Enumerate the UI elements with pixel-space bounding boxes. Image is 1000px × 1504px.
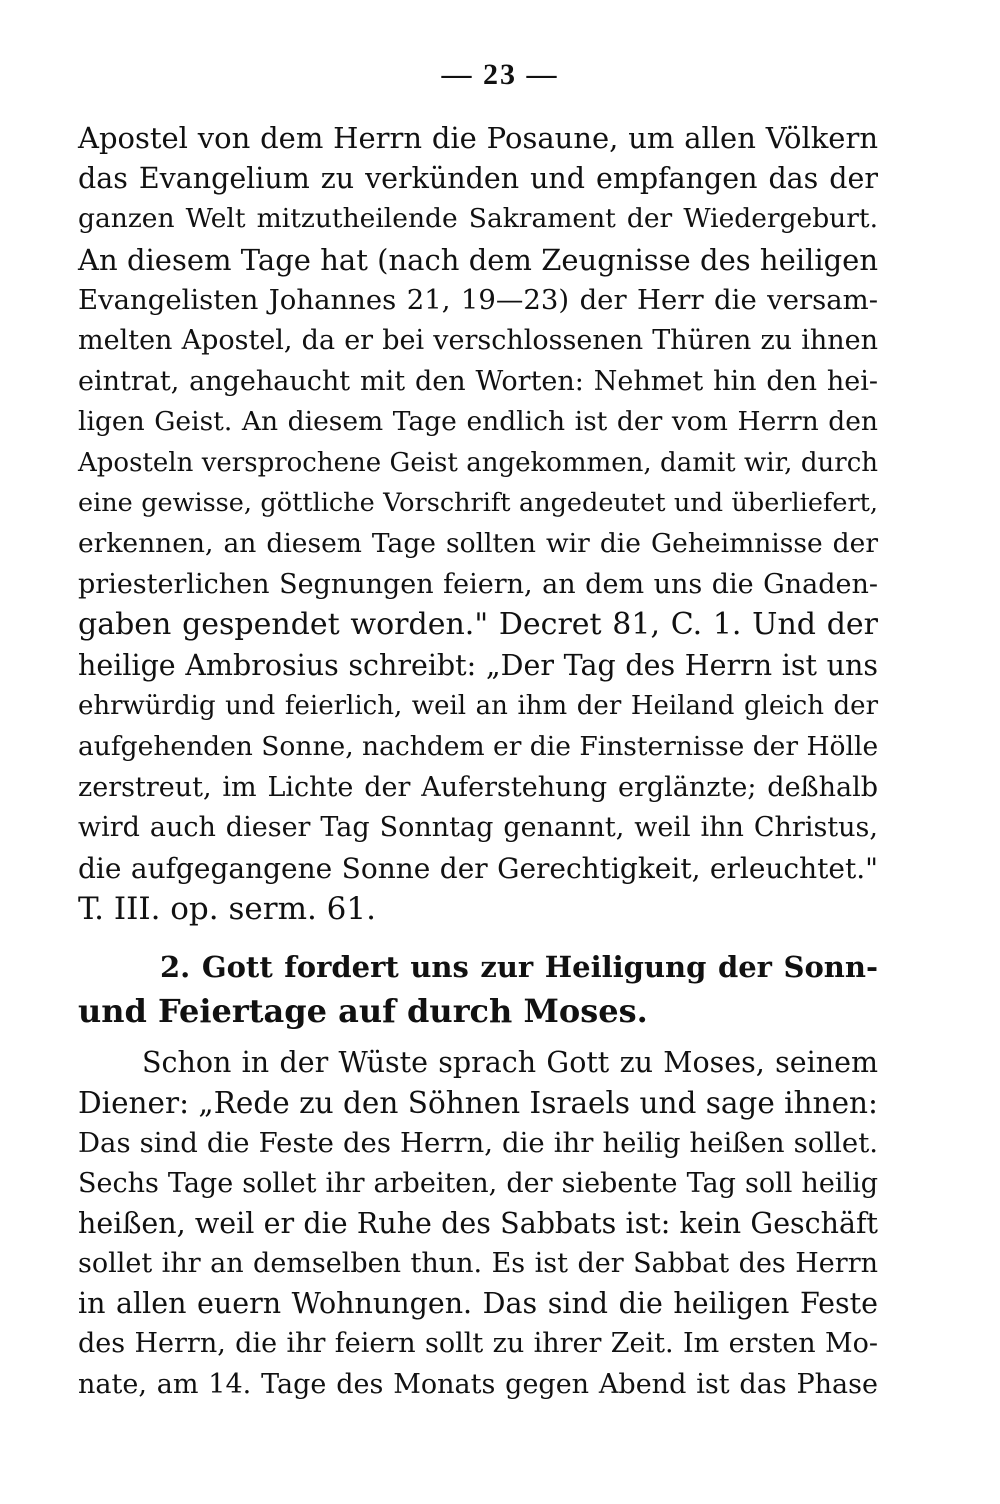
text-line: eintrat, angehaucht mit den Worten: Nehmet hin den hei- (78, 365, 878, 397)
text-line: sollet ihr an demselben thun. Es ist der Sabbat des Herrn (78, 1247, 878, 1279)
text-line: An diesem Tage hat (nach dem Zeugnisse des heiligen (78, 242, 878, 277)
heading-line: und Feiertage auf durch Moses. (78, 992, 648, 1030)
text-line: Evangelisten Johannes 21, 19—23) der Herr die versam- (78, 284, 878, 317)
heading-line: 2. Gott fordert uns zur Heiligung der Sonn- (160, 950, 878, 984)
page-number: — 23 — (441, 58, 559, 91)
text-line: ganzen Welt mitzutheilende Sakrament der Wiedergeburt. (78, 203, 878, 235)
text-line: erkennen, an diesem Tage sollten wir die Geheimnisse der (78, 527, 878, 559)
text-line: Diener: „Rede zu den Söhnen Israels und sage ihnen: (78, 1086, 878, 1121)
text-line: Sechs Tage sollet ihr arbeiten, der siebente Tag soll heilig (78, 1167, 878, 1199)
citation-line: T. III. op. serm. 61. (78, 891, 376, 928)
text-line: zerstreut, im Lichte der Auferstehung erglänzte; deßhalb (78, 771, 878, 803)
text-line: nate, am 14. Tage des Monats gegen Abend ist das Phase (78, 1368, 878, 1400)
text-line: melten Apostel, da er bei verschlossenen Thüren zu ihnen (78, 324, 878, 356)
text-line: aufgehenden Sonne, nachdem er die Finsternisse der Hölle (78, 730, 879, 762)
text-line: heißen, weil er die Ruhe des Sabbats ist: kein Geschäft (78, 1206, 878, 1240)
text-line: gaben gespendet worden." Decret 81, C. 1. Und der (78, 607, 878, 643)
text-line: ligen Geist. An diesem Tage endlich ist der vom Herrn den (78, 406, 878, 438)
text-line: in allen euern Wohnungen. Das sind die heiligen Feste (78, 1287, 878, 1321)
text-line: heilige Ambrosius schreibt: „Der Tag des Herrn ist uns (78, 648, 878, 682)
paragraph-2 (78, 1043, 878, 1405)
text-line: des Herrn, die ihr feiern sollt zu ihrer Zeit. Im ersten Mo- (78, 1328, 878, 1360)
text-line: Aposteln versprochene Geist angekommen, damit wir, durch (78, 447, 878, 478)
text-line: Apostel von dem Herrn die Posaune, um allen Völkern (78, 121, 878, 155)
section-heading (78, 945, 878, 1033)
text-line: Das sind die Feste des Herrn, die ihr heilig heißen sollet. (78, 1127, 878, 1160)
text-line: die aufgegangene Sonne der Gerechtigkeit, erleuchtet." (78, 851, 878, 885)
text-line: ehrwürdig und feierlich, weil an ihm der Heiland gleich der (78, 691, 878, 722)
paragraph-1 (78, 118, 878, 930)
text-line: eine gewisse, göttliche Vorschrift angedeutet und überliefert, (78, 488, 878, 519)
text-line: das Evangelium zu verkünden und empfangen das der (78, 161, 878, 195)
text-line: priesterlichen Segnungen feiern, an dem uns die Gnaden- (78, 568, 878, 600)
text-line: Schon in der Wüste sprach Gott zu Moses, seinem (142, 1046, 878, 1079)
text-line: wird auch dieser Tag Sonntag genannt, weil ihn Christus, (78, 812, 878, 844)
